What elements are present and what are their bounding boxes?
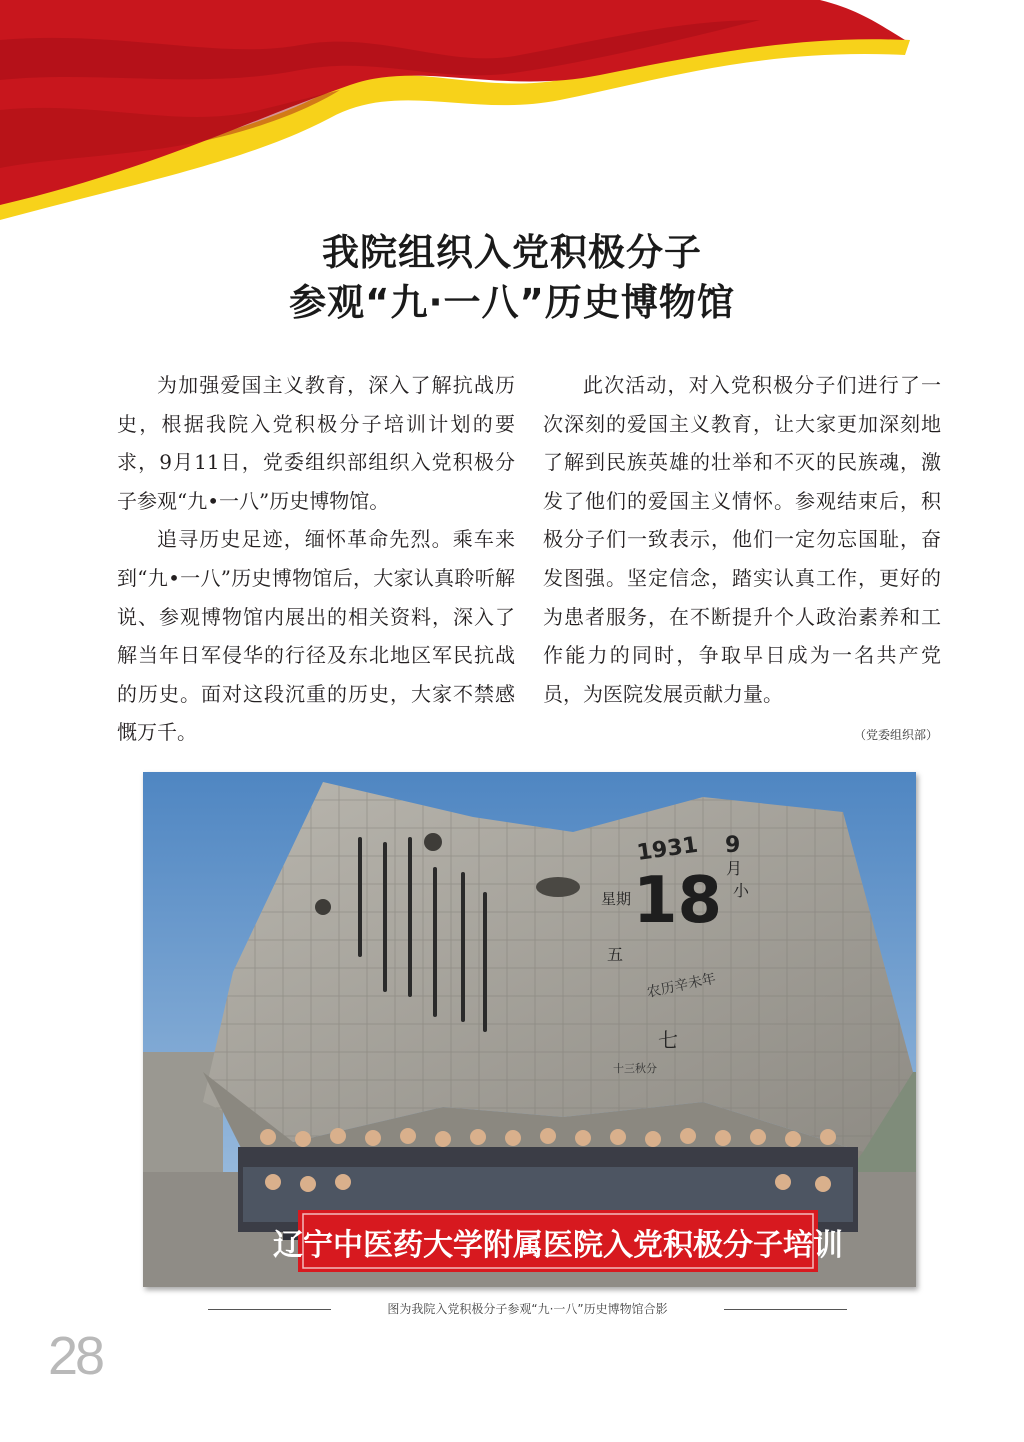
- paragraph: 此次活动，对入党积极分子们进行了一次深刻的爱国主义教育，让大家更加深刻地了解到民族英雄的壮举和不灭的民族魂，激发了他们的爱国主义情怀。参观结束后，积极分子们一致表示，他们一定勿忘国耻，奋发图强。坚定信念，踏实认真工作，更好的为患者服务，在不断提升个人政治素养和工作能力的同时，争取早日成为一名共产党员，为医院发展贡献力量。: [543, 373, 941, 706]
- caption-divider: [208, 1309, 331, 1310]
- monument-autumn: 十三秋分: [613, 1062, 657, 1075]
- paragraph: 追寻历史足迹，缅怀革命先烈。乘车来到“九•一八”历史博物馆后，大家认真聆听解说、参观博物馆内展出的相关资料，深入了解当年日军侵华的行径及东北地区军民抗战的历史。面对这段沉重的历史，大家不禁感慨万千。: [117, 527, 515, 745]
- monument-seven: 七: [658, 1028, 678, 1052]
- article-right-column: [543, 366, 941, 713]
- monument-small: 小: [733, 881, 750, 900]
- author-signature: （党委组织部）: [853, 728, 938, 742]
- photo-caption: 图为我院入党积极分子参观“九·一八”历史博物馆合影: [387, 1302, 668, 1316]
- monument-year: 1931: [635, 832, 700, 866]
- article-left-column: [117, 366, 515, 752]
- caption-divider: [724, 1309, 847, 1310]
- red-flag-ribbon: [0, 0, 1024, 230]
- monument-month: 9: [725, 833, 741, 858]
- monument-weekday: 星期: [601, 890, 632, 908]
- monument-weekday-value: 五: [607, 945, 624, 964]
- banner-text: 辽宁中医药大学附属医院入党积极分子培训: [273, 1228, 843, 1263]
- article-title-line2: 参观“九·一八”历史博物馆: [289, 281, 735, 324]
- photo-caption-row: [0, 1300, 1024, 1320]
- article-title-line1: 我院组织入党积极分子: [322, 231, 702, 274]
- monument-lunar: 农历辛未年: [645, 970, 718, 1001]
- page-number: 28: [48, 1326, 103, 1386]
- paragraph: 为加强爱国主义教育，深入了解抗战历史，根据我院入党积极分子培训计划的要求，9月11日，党委组织部组织入党积极分子参观“九•一八”历史博物馆。: [117, 373, 515, 513]
- monument-day: 18: [633, 864, 723, 938]
- monument-month-suffix: 月: [726, 859, 743, 878]
- group-photo: [143, 772, 916, 1287]
